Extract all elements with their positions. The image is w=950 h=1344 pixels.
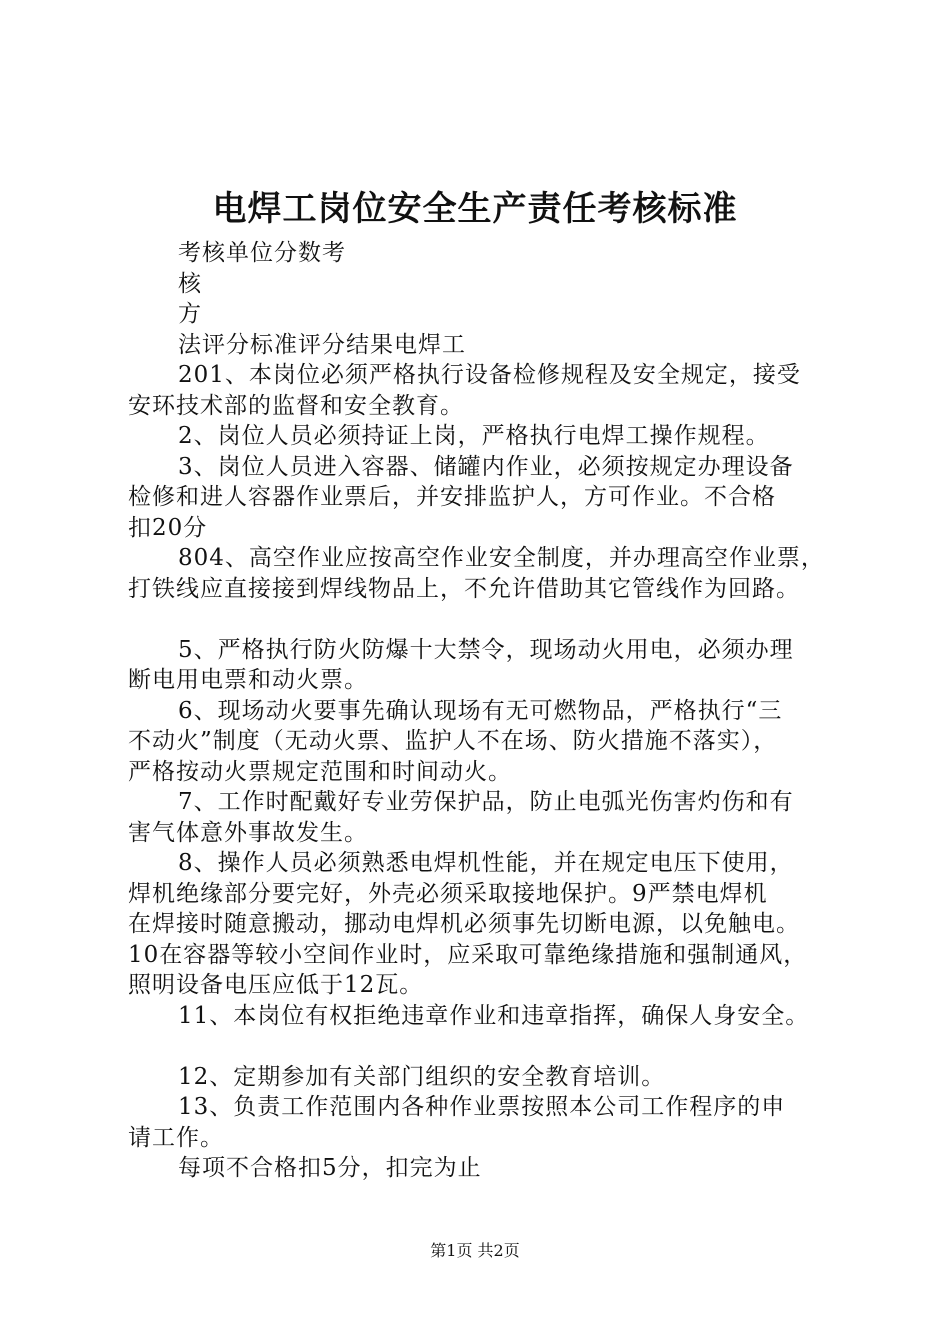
paragraph-line: 804、高空作业应按高空作业安全制度，并办理高空作业票， xyxy=(178,545,825,571)
header-line: 方 xyxy=(178,301,202,327)
paragraph-line: 断电用电票和动火票。 xyxy=(128,667,368,693)
paragraph-line: 请工作。 xyxy=(128,1124,224,1151)
paragraph-7 xyxy=(128,787,850,848)
paragraph-8 xyxy=(128,848,850,1001)
blank-line xyxy=(178,1031,850,1062)
paragraph-line: 打铁线应直接接到焊线物品上，不允许借助其它管线作为回路。 xyxy=(128,575,800,602)
paragraph-5 xyxy=(128,635,850,696)
paragraph-line: 害气体意外事故发生。 xyxy=(128,819,368,846)
paragraph-line: 焊机绝缘部分要完好，外壳必须采取接地保护。9严禁电焊机 xyxy=(128,880,768,907)
paragraph-6 xyxy=(128,696,850,788)
paragraph-line: 照明设备电压应低于12瓦。 xyxy=(128,972,424,998)
paragraph-line: 13、负责工作范围内各种作业票按照本公司工作程序的申 xyxy=(178,1094,786,1120)
paragraph-line: 每项不合格扣5分，扣完为止 xyxy=(178,1155,482,1181)
document-title: 电焊工岗位安全生产责任考核标准 xyxy=(212,189,738,229)
paragraph-12 xyxy=(178,1062,850,1093)
blank-line xyxy=(178,604,850,635)
paragraph-line: 安环技术部的监督和安全教育。 xyxy=(128,392,464,419)
paragraph-4 xyxy=(128,543,850,604)
paragraph-13 xyxy=(128,1092,850,1153)
paragraph-11 xyxy=(178,1001,850,1032)
header-line: 法评分标准评分结果电焊工 xyxy=(178,331,466,358)
paragraph-2 xyxy=(178,421,850,452)
header-line: 考核单位分数考 xyxy=(178,240,346,266)
paragraph-line: 8、操作人员必须熟悉电焊机性能，并在规定电压下使用， xyxy=(178,850,794,876)
paragraph-line: 2、岗位人员必须持证上岗，严格执行电焊工操作规程。 xyxy=(178,423,770,449)
paragraph-line: 11、本岗位有权拒绝违章作业和违章指挥，确保人身安全。 xyxy=(178,1002,810,1029)
page-footer: 第1页 共2页 xyxy=(430,1241,520,1260)
paragraph-3 xyxy=(128,452,850,544)
paragraph-line: 不动火”制度（无动火票、监护人不在场、防火措施不落实）， xyxy=(128,728,778,754)
paragraph-line: 201、本岗位必须严格执行设备检修规程及安全规定，接受 xyxy=(178,362,801,388)
document-body xyxy=(128,238,850,1184)
paragraph-line: 10在容器等较小空间作业时，应采取可靠绝缘措施和强制通风， xyxy=(128,941,808,968)
paragraph-closing xyxy=(178,1153,850,1184)
paragraph-line: 7、工作时配戴好专业劳保护品，防止电弧光伤害灼伤和有 xyxy=(178,789,794,815)
paragraph-line: 12、定期参加有关部门组织的安全教育培训。 xyxy=(178,1063,666,1090)
header-line: 核 xyxy=(178,270,202,297)
paragraph-line: 检修和进人容器作业票后，并安排监护人，方可作业。不合格 xyxy=(128,484,776,510)
paragraph-line: 严格按动火票规定范围和时间动火。 xyxy=(128,758,512,785)
paragraph-line: 6、现场动火要事先确认现场有无可燃物品，严格执行“三 xyxy=(178,697,783,724)
paragraph-line: 3、岗位人员进入容器、储罐内作业，必须按规定办理设备 xyxy=(178,453,794,480)
paragraph-line: 扣20分 xyxy=(128,514,208,541)
paragraph-line: 5、严格执行防火防爆十大禁令，现场动火用电，必须办理 xyxy=(178,636,794,663)
paragraph-1 xyxy=(128,360,850,421)
paragraph-line: 在焊接时随意搬动，挪动电焊机必须事先切断电源，以免触电。 xyxy=(128,911,800,937)
